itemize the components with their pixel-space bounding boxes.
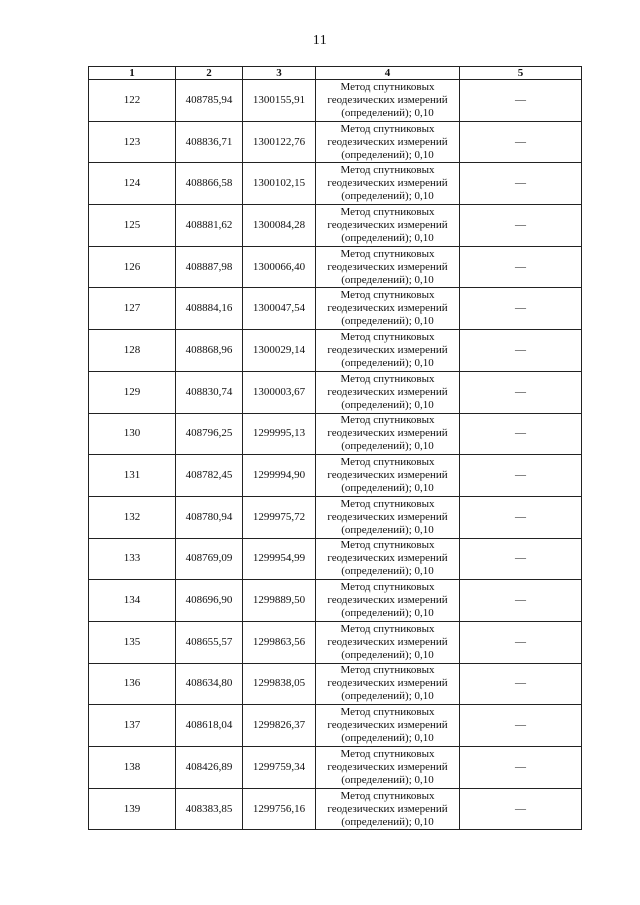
- method-cell: Метод спутниковых геодезических измерений (определений); 0,10: [316, 788, 460, 830]
- note-cell: —: [460, 205, 582, 247]
- y-coordinate-cell: 1299826,37: [243, 705, 316, 747]
- table-row: [89, 788, 582, 830]
- method-cell: Метод спутниковых геодезических измерений (определений); 0,10: [316, 538, 460, 580]
- point-number-cell: 122: [89, 80, 176, 122]
- table-row: [89, 663, 582, 705]
- y-coordinate-cell: 1299759,34: [243, 747, 316, 789]
- method-cell: Метод спутниковых геодезических измерений (определений); 0,10: [316, 705, 460, 747]
- note-cell: —: [460, 80, 582, 122]
- table-row: [89, 121, 582, 163]
- table-row: [89, 288, 582, 330]
- x-coordinate-cell: 408618,04: [176, 705, 243, 747]
- point-number-cell: 125: [89, 205, 176, 247]
- note-cell: —: [460, 455, 582, 497]
- table-header: [89, 67, 582, 80]
- x-coordinate-cell: 408868,96: [176, 330, 243, 372]
- table-row: [89, 163, 582, 205]
- method-cell: Метод спутниковых геодезических измерений (определений); 0,10: [316, 121, 460, 163]
- method-cell: Метод спутниковых геодезических измерений (определений); 0,10: [316, 330, 460, 372]
- method-cell: Метод спутниковых геодезических измерений (определений); 0,10: [316, 80, 460, 122]
- point-number-cell: 138: [89, 747, 176, 789]
- y-coordinate-cell: 1300047,54: [243, 288, 316, 330]
- point-number-cell: 127: [89, 288, 176, 330]
- note-cell: —: [460, 496, 582, 538]
- header-col-4: 4: [316, 67, 460, 80]
- table-row: [89, 496, 582, 538]
- method-cell: Метод спутниковых геодезических измерений (определений); 0,10: [316, 288, 460, 330]
- x-coordinate-cell: 408696,90: [176, 580, 243, 622]
- x-coordinate-cell: 408796,25: [176, 413, 243, 455]
- method-cell: Метод спутниковых геодезических измерений (определений); 0,10: [316, 621, 460, 663]
- method-cell: Метод спутниковых геодезических измерений (определений); 0,10: [316, 455, 460, 497]
- method-cell: Метод спутниковых геодезических измерений (определений); 0,10: [316, 496, 460, 538]
- x-coordinate-cell: 408785,94: [176, 80, 243, 122]
- method-cell: Метод спутниковых геодезических измерений (определений); 0,10: [316, 413, 460, 455]
- note-cell: —: [460, 747, 582, 789]
- point-number-cell: 135: [89, 621, 176, 663]
- note-cell: —: [460, 163, 582, 205]
- note-cell: —: [460, 246, 582, 288]
- note-cell: —: [460, 663, 582, 705]
- point-number-cell: 124: [89, 163, 176, 205]
- point-number-cell: 139: [89, 788, 176, 830]
- table-row: [89, 455, 582, 497]
- table-row: [89, 205, 582, 247]
- coordinates-table: [88, 66, 582, 830]
- point-number-cell: 132: [89, 496, 176, 538]
- table-row: [89, 621, 582, 663]
- point-number-cell: 134: [89, 580, 176, 622]
- table-row: [89, 413, 582, 455]
- method-cell: Метод спутниковых геодезических измерений (определений); 0,10: [316, 246, 460, 288]
- header-col-3: 3: [243, 67, 316, 80]
- point-number-cell: 133: [89, 538, 176, 580]
- table-row: [89, 705, 582, 747]
- x-coordinate-cell: 408769,09: [176, 538, 243, 580]
- point-number-cell: 129: [89, 371, 176, 413]
- note-cell: —: [460, 413, 582, 455]
- y-coordinate-cell: 1300102,15: [243, 163, 316, 205]
- header-col-1: 1: [89, 67, 176, 80]
- x-coordinate-cell: 408383,85: [176, 788, 243, 830]
- note-cell: —: [460, 288, 582, 330]
- x-coordinate-cell: 408866,58: [176, 163, 243, 205]
- y-coordinate-cell: 1300003,67: [243, 371, 316, 413]
- x-coordinate-cell: 408881,62: [176, 205, 243, 247]
- y-coordinate-cell: 1300084,28: [243, 205, 316, 247]
- x-coordinate-cell: 408655,57: [176, 621, 243, 663]
- y-coordinate-cell: 1299756,16: [243, 788, 316, 830]
- method-cell: Метод спутниковых геодезических измерений (определений); 0,10: [316, 663, 460, 705]
- x-coordinate-cell: 408780,94: [176, 496, 243, 538]
- y-coordinate-cell: 1299838,05: [243, 663, 316, 705]
- method-cell: Метод спутниковых геодезических измерений (определений); 0,10: [316, 580, 460, 622]
- point-number-cell: 131: [89, 455, 176, 497]
- note-cell: —: [460, 705, 582, 747]
- x-coordinate-cell: 408884,16: [176, 288, 243, 330]
- table-row: [89, 580, 582, 622]
- point-number-cell: 128: [89, 330, 176, 372]
- y-coordinate-cell: 1300029,14: [243, 330, 316, 372]
- header-col-2: 2: [176, 67, 243, 80]
- y-coordinate-cell: 1299889,50: [243, 580, 316, 622]
- x-coordinate-cell: 408426,89: [176, 747, 243, 789]
- x-coordinate-cell: 408782,45: [176, 455, 243, 497]
- y-coordinate-cell: 1300155,91: [243, 80, 316, 122]
- note-cell: —: [460, 330, 582, 372]
- point-number-cell: 130: [89, 413, 176, 455]
- y-coordinate-cell: 1299975,72: [243, 496, 316, 538]
- y-coordinate-cell: 1299863,56: [243, 621, 316, 663]
- note-cell: —: [460, 788, 582, 830]
- table-row: [89, 80, 582, 122]
- y-coordinate-cell: 1299994,90: [243, 455, 316, 497]
- note-cell: —: [460, 371, 582, 413]
- method-cell: Метод спутниковых геодезических измерений (определений); 0,10: [316, 371, 460, 413]
- table-body: [89, 80, 582, 830]
- x-coordinate-cell: 408887,98: [176, 246, 243, 288]
- method-cell: Метод спутниковых геодезических измерений (определений); 0,10: [316, 205, 460, 247]
- point-number-cell: 126: [89, 246, 176, 288]
- table-row: [89, 538, 582, 580]
- point-number-cell: 123: [89, 121, 176, 163]
- y-coordinate-cell: 1299995,13: [243, 413, 316, 455]
- table-row: [89, 330, 582, 372]
- x-coordinate-cell: 408830,74: [176, 371, 243, 413]
- point-number-cell: 136: [89, 663, 176, 705]
- note-cell: —: [460, 580, 582, 622]
- x-coordinate-cell: 408634,80: [176, 663, 243, 705]
- note-cell: —: [460, 121, 582, 163]
- y-coordinate-cell: 1300066,40: [243, 246, 316, 288]
- method-cell: Метод спутниковых геодезических измерений (определений); 0,10: [316, 163, 460, 205]
- note-cell: —: [460, 621, 582, 663]
- note-cell: —: [460, 538, 582, 580]
- table-row: [89, 371, 582, 413]
- y-coordinate-cell: 1299954,99: [243, 538, 316, 580]
- page-number: 11: [312, 33, 328, 48]
- y-coordinate-cell: 1300122,76: [243, 121, 316, 163]
- method-cell: Метод спутниковых геодезических измерений (определений); 0,10: [316, 747, 460, 789]
- x-coordinate-cell: 408836,71: [176, 121, 243, 163]
- table-row: [89, 747, 582, 789]
- header-col-5: 5: [460, 67, 582, 80]
- table-row: [89, 246, 582, 288]
- point-number-cell: 137: [89, 705, 176, 747]
- header-row: [89, 67, 582, 80]
